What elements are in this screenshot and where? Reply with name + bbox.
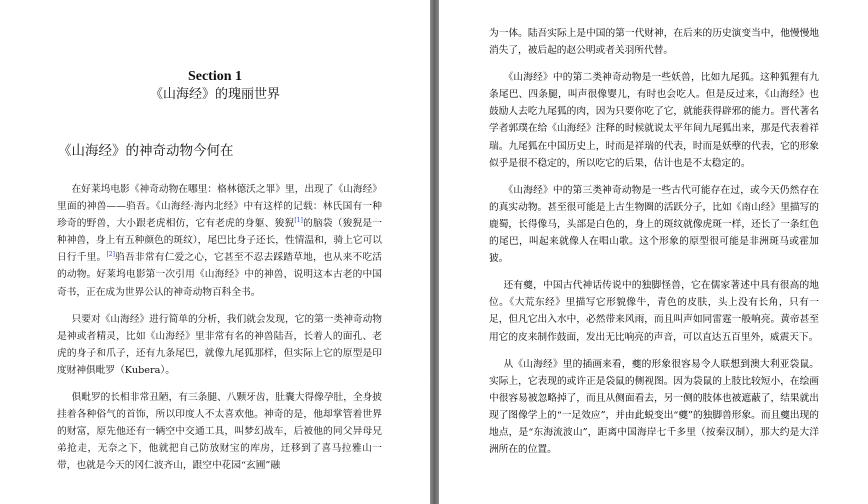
paragraph: 《山海经》中的第二类神奇动物是一些妖兽，比如九尾狐。这种狐狸有九条尾巴、四条腿，叫声很像婴儿，有时也会吃人。但是反过来，《山海经》也鼓励人去吃九尾狐的肉，因为只要你吃了它，就能获得辟邪的能力。晋代著名学者郭璞在给《山海经》注释的时候就说太平年间九尾狐出来，那是代表着祥瑞。九尾狐在中国历史上，时而是祥瑞的代表，时而是妖孽的代表，它的形象似乎是很不稳定的，所以吃它的后果，估计也是不太稳定的。: [489, 72, 819, 169]
paragraph: 《山海经》中的第三类神奇动物是一些古代可能存在过，或今天仍然存在的真实动物。甚至很可能是上古生物圈的活跃分子，比如《南山经》里描写的鹿蜀，长得像马，头部是白色的，身上的斑纹就像虎斑一样，还长了一条红色的尾巴，叫起来就像人在唱山歌。这个形象的原型很可能是非洲斑马或霍加狓。: [489, 184, 819, 265]
paragraph: [57, 181, 382, 301]
footnote-link[interactable]: [2]: [106, 251, 115, 259]
paragraph-text: 驺吾非常有仁爱之心，它甚至不忍去踩踏草地，也从来不吃活的动物。好莱坞电影第一次引用《山海经》中的神兽，说明这本古老的中国奇书，正在成为世界公认的神奇动物百科全书。: [57, 252, 382, 298]
paragraph: 从《山海经》里的插画来看，夔的形象很容易令人联想到澳大利亚袋鼠。实际上，它表现的或许正是袋鼠的侧视图。因为袋鼠的上肢比较短小，在绘画中很容易被忽略掉了，而且从侧面看去，另一侧的肢体也被遮蔽了，结果就出现了图像学上的“一足效应”，并由此蜕变出“夔”的独脚兽形象。而且夔出现的地点，是“东海流波山”，距离中国海岸七千多里（按秦汉制），那大约是大洋洲所在的位置。: [489, 358, 819, 456]
left-page: [0, 0, 430, 504]
section-title: 《山海经》的瑰丽世界: [149, 87, 280, 102]
page-gutter: [430, 0, 439, 504]
paragraph-text: 的脑袋（狻猊是一种神兽，身上有五种颜色的斑纹），尾巴比身子还长，性情温和，骑上它可以日行千里。: [57, 218, 382, 264]
paragraph-continuation: 为一体。陆吾实际上是中国的第一代财神，在后来的历史演变当中，他慢慢地消失了，被后起的赵公明或者关羽所代替。: [489, 28, 819, 57]
section-number: Section 1: [187, 69, 243, 84]
subsection-title: 《山海经》的神奇动物今何在: [58, 143, 234, 159]
paragraph: 只要对《山海经》进行简单的分析，我们就会发现，它的第一类神奇动物是神或者精灵，比如《山海经》里非常有名的神兽陆吾，长着人的面孔、老虎的身子和爪子，还有九条尾巴，就像九尾狐那样，但实际上它的原型是印度财神俱毗罗（Kubera）。: [57, 313, 382, 376]
paragraph: 俱毗罗的长相非常丑陋，有三条腿、八颗牙齿，肚囊大得像孕肚，全身披挂着各种俗气的首饰，所以印度人不太喜欢他。神奇的是，他却掌管着世界的财富，原先他还有一辆空中交通工具，叫梦幻战车，后被他的同父异母兄弟抢走，无奈之下，他就把自己防放财宝的库房，迁移到了喜马拉雅山一带，也就是今天的冈仁波齐山，跟空中花园“玄圃”融: [57, 392, 382, 472]
section-heading: [0, 68, 430, 104]
left-page-body: [57, 181, 382, 485]
right-page-body: [489, 25, 819, 468]
paragraph: 还有夔，中国古代神话传说中的独脚怪兽，它在儒家著述中具有很高的地位。《大荒东经》里描写它形貌像牛，青色的皮肤，头上没有长角，只有一足，但凡它出入水中，必然带来风雨，而且叫声如同雷霆一般响亮。黄帝甚至用它的皮来制作鼓面，发出无比响亮的声音，可以直达五百里外，威震天下。: [489, 280, 819, 343]
footnote-link[interactable]: [1]: [294, 216, 303, 224]
paragraph-text: 在好莱坞电影《神奇动物在哪里：格林德沃之罪》里，出现了《山海经》里面的神兽——驺吾。《山海经·海内北经》中有这样的记载：林氏国有一种珍奇的野兽，大小跟老虎相仿，它有老虎的身躯、狻猊: [57, 184, 382, 230]
